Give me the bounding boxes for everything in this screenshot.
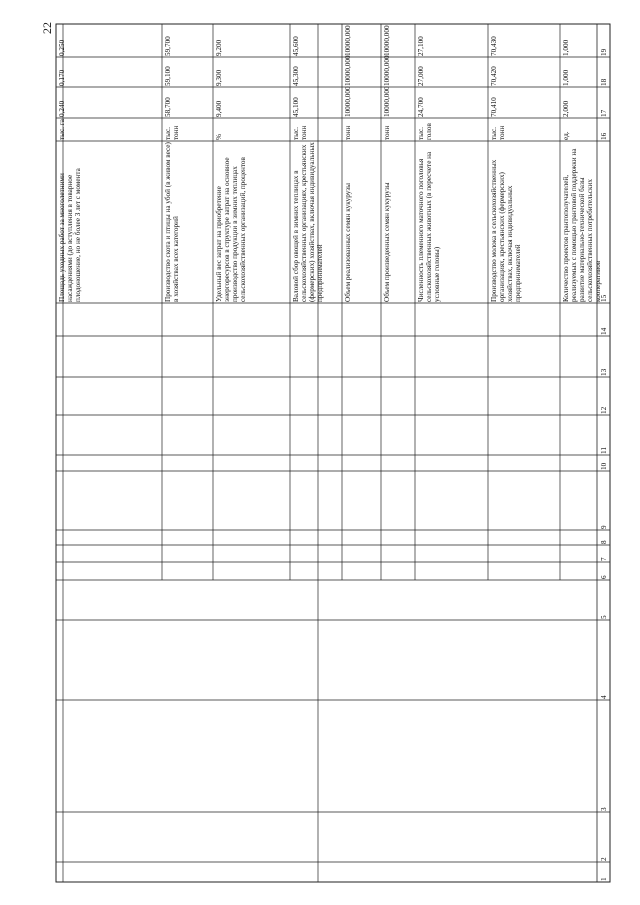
indicator-cell: Объем произведенных семян кукурузы — [383, 182, 391, 302]
value-cell-18: 10000,000 — [383, 55, 391, 86]
value-cell-18: 59,100 — [164, 66, 172, 86]
indicator-cell: Площадь уходных работ за многолетними насаждениями (до вступления в товарное плодоношение, но не более 3 лет с момента — [58, 168, 82, 302]
value-cell-18: 9,300 — [215, 69, 223, 86]
value-cell-19: 1,000 — [562, 39, 570, 56]
column-number-19: 19 — [600, 48, 608, 56]
unit-cell: тонн — [344, 125, 352, 140]
column-number-13: 13 — [600, 368, 608, 376]
indicator-cell: Валовой сбор овощей в зимних теплицах в сельскохозяйственных организациях, крестьянских (фермерских) хозяйствах, включая индивидуальных предпринимателей — [292, 142, 324, 302]
unit-cell: тонн — [383, 125, 391, 140]
column-number-9: 9 — [600, 525, 608, 529]
column-number-7: 7 — [600, 557, 608, 561]
value-cell-17: 24,700 — [417, 97, 425, 117]
unit-cell: тыс. га — [58, 119, 66, 140]
value-cell-19: 70,430 — [490, 36, 498, 56]
value-cell-17: 45,100 — [292, 97, 300, 117]
column-number-18: 18 — [600, 78, 608, 86]
value-cell-19: 0,250 — [58, 39, 66, 56]
value-cell-18: 1,000 — [562, 69, 570, 86]
column-number-17: 17 — [600, 109, 608, 117]
value-cell-18: 10000,000 — [344, 55, 352, 86]
value-cell-17: 70,410 — [490, 97, 498, 117]
value-cell-17: 0,240 — [58, 100, 66, 117]
indicator-cell: Объем реализованных семян кукурузы — [344, 183, 352, 302]
value-cell-18: 70,420 — [490, 66, 498, 86]
page-number: 22 — [40, 22, 54, 34]
value-cell-17: 10000,000 — [344, 86, 352, 117]
value-cell-19: 10000,000 — [383, 25, 391, 56]
indicator-cell: Количество проектов грантополучателей, реализуемых с помощью грантовой поддержки на развитие материально-технической базы сельскохозяйственных потребительских кооперативов — [562, 148, 602, 302]
column-number-8: 8 — [600, 540, 608, 544]
indicator-cell: Производство молока в сельскохозяйственных организациях, крестьянских (фермерских) хозяйствах, включая индивидуальных предпринимателей — [490, 159, 522, 302]
unit-cell: % — [215, 134, 223, 140]
column-number-5: 5 — [600, 615, 608, 619]
column-number-4: 4 — [600, 695, 608, 699]
value-cell-18: 27,000 — [417, 66, 425, 86]
unit-cell: тыс. тонн — [292, 125, 308, 140]
column-number-1: 1 — [600, 877, 608, 881]
column-number-11: 11 — [600, 447, 608, 454]
unit-cell: ед. — [562, 131, 570, 140]
column-number-10: 10 — [600, 462, 608, 470]
column-number-2: 2 — [600, 857, 608, 861]
column-number-16: 16 — [600, 132, 608, 140]
value-cell-17: 10000,000 — [383, 86, 391, 117]
unit-cell: тыс. тонн — [490, 125, 506, 140]
unit-cell: тыс. тонн — [164, 125, 180, 140]
value-cell-19: 27,100 — [417, 36, 425, 56]
column-number-3: 3 — [600, 807, 608, 811]
column-number-6: 6 — [600, 575, 608, 579]
value-cell-17: 2,000 — [562, 100, 570, 117]
value-cell-17: 9,400 — [215, 100, 223, 117]
value-cell-19: 10000,000 — [344, 25, 352, 56]
indicator-cell: Удельный вес затрат на приобретение энергоресурсов в структуре затрат на основное производство продукции в зимних теплицах сельскохозяйственных организаций, процентов — [215, 157, 247, 302]
column-number-12: 12 — [600, 406, 608, 414]
value-cell-19: 45,600 — [292, 36, 300, 56]
unit-cell: тыс. голов — [417, 123, 433, 140]
value-cell-17: 58,700 — [164, 97, 172, 117]
value-cell-18: 45,300 — [292, 66, 300, 86]
value-cell-19: 9,200 — [215, 39, 223, 56]
value-cell-19: 59,700 — [164, 36, 172, 56]
indicator-cell: Численность племенного маточного поголовья сельскохозяйственных животных (в пересчете на условные головы) — [417, 151, 441, 302]
column-number-14: 14 — [600, 327, 608, 335]
value-cell-18: 0,170 — [58, 69, 66, 86]
column-number-15: 15 — [600, 294, 608, 302]
indicator-cell: Производство скота и птицы на убой (в живом весе) в хозяйствах всех категорий — [164, 142, 180, 302]
